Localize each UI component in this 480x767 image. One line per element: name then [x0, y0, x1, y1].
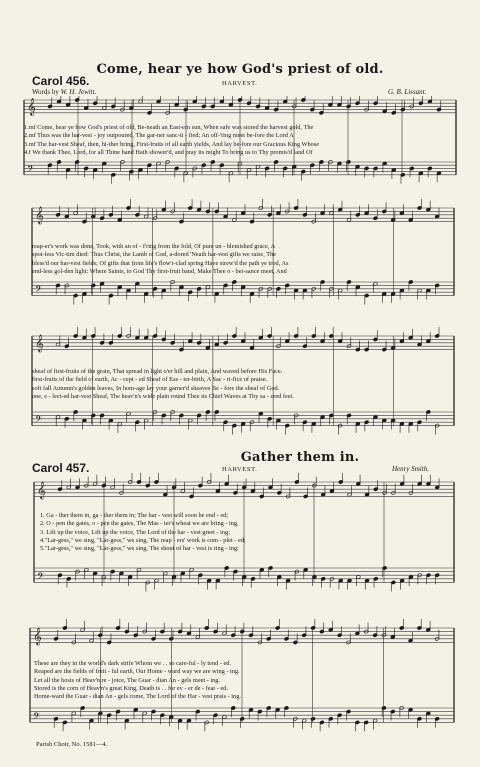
words-author: W. H. Jewitt.	[60, 88, 97, 96]
lyric-line: reap-er's work was done, Took, with an of - f'ring from the fold, Of pure un - blemished grace, A	[32, 243, 276, 250]
lyric-line: Stored is the corn of Heav'n's great King, Death is . . for ev - er de - feat - ed.	[34, 684, 228, 692]
carol-456-number: Carol 456.	[32, 74, 90, 88]
lyric-line: Home-ward the Guar - dian An - gels come, The Lord of the Har - vest prais - ing.	[34, 693, 241, 701]
bass-clef-icon: 𝄢	[35, 284, 43, 298]
lyric-line: 1.mf Come, hear ye how God's priest of old, Be-neath an East-ern sun, When safe was stored the harvest gold, The	[24, 124, 314, 131]
lyric-line: one, e - lect-ed har-vest Sheaf, The heav'n's wide plain round Thee its Chief Waves at Thy sa - cred feet.	[32, 392, 294, 400]
lyric-line: 1. Ga - ther them in, ga - ther them in; The har - vest will soon be end - ed;	[40, 512, 229, 519]
lyric-line: soft fall Autumn's golden leaves, In hom-age lay your garner'd sheaves Be - fore the sheaf of God.	[32, 384, 280, 392]
lyric-line: spot-less Vic-tim died: Thus Christ, the Lamb of God, a-dored 'Neath har-vest gifts we raise, The	[32, 251, 277, 259]
lyric-line: 5."Lar-gess," we sing, "Lar-gess," we sing, The shout of har - vest is ring - ing;	[40, 545, 239, 553]
lyric-line: Reaped are the fields of fruit - ful earth, Our Home - ward way we are wing - ing.	[34, 668, 240, 676]
words-label: Words by	[32, 88, 59, 96]
bass-clef-icon: 𝄢	[35, 414, 43, 428]
carol-457-tune-name: HARVEST.	[222, 466, 258, 473]
treble-clef-icon: 𝄞	[35, 206, 44, 225]
carol-456-title: Come, hear ye how God's priest of old.	[96, 62, 384, 77]
carol-456-system-3-lyrics	[32, 368, 454, 401]
lyric-line: These are they in the world's dark strife Whom we . . so care-ful - ly tend - ed.	[34, 660, 232, 667]
lyric-line: 4."Lar-gess," we sing, "Lar-gess," we sing, The reap - ers' work is com - plet - ed;	[40, 536, 246, 544]
footer-publisher-note: Parish Choir, No. 1581—4.	[36, 741, 108, 748]
carol-457-system-2-lyrics	[34, 660, 452, 701]
lyric-line: bless'd our har-vest fields; Of gifts that from life's flow'r-clad spring Have strew'd the path ye trod, As	[32, 259, 289, 267]
carol-457-system-1-lyrics	[40, 512, 450, 553]
bass-clef-icon: 𝄢	[37, 570, 45, 584]
lyric-line: 2.mf Thus was the har-vest - joy outpoured, The gar-ner sanc-ti - fied; An off-'ring meet be-fore the Lord A	[24, 132, 294, 140]
carol-456-system-2-lyrics	[32, 243, 454, 276]
lyric-line: 3. Lift up the voice, Lift up the voice, The Lord of the har - vest greet - ing;	[40, 528, 230, 536]
carol-457-title: Gather them in.	[240, 450, 360, 465]
lyric-line: end-less gol-den light: Where Saints, to God Thy first-fruit band, Make Thee o - bei-sance meet, And	[32, 267, 287, 275]
lyric-line: 4.f We thank Thee, Lord, for all Thine hand Hath shower'd, and pray its might To bring us to Thy promis'd land Of	[24, 148, 313, 156]
treble-clef-icon: 𝄞	[33, 626, 42, 645]
carol-456-tune-name: HARVEST.	[222, 80, 258, 87]
bass-clef-icon: 𝄢	[33, 710, 41, 724]
carol-457-number: Carol 457.	[32, 461, 90, 475]
treble-clef-icon: 𝄞	[35, 334, 44, 353]
lyric-line: first-fruits of the field of earth, Ac - cept - ed Sheaf of Eas - ter-birth, A Sac - ri-fice of praise.	[32, 376, 268, 384]
carol-456-composer: G. B. Lissant.	[388, 88, 427, 96]
lyric-line: Let all the hosts of Heav'n re - joice, The Guar - dian An - gels meet - ing.	[34, 676, 221, 684]
lyric-line: sheaf of first-fruits of the grain, That spread in light o'er hill and plain, And waved before His Face.	[32, 368, 283, 375]
carol-457-composer: Henry Smith.	[392, 465, 429, 473]
treble-clef-icon: 𝄞	[37, 480, 46, 499]
treble-clef-icon: 𝄞	[27, 97, 36, 116]
bass-clef-icon: 𝄢	[27, 163, 35, 177]
lyric-line: 2. O - pen the gates, o - pen the gates, The Mas - ter's wheat we are bring - ing,	[40, 520, 239, 528]
carol-456-system-1-lyrics	[24, 124, 456, 157]
carol-456-words-credit	[32, 88, 96, 96]
lyric-line: 3.mf The har-vest Sheaf, then, hi-ther bring, First-fruits of all earth yields, And lay be-fore our Gracious King Whose	[24, 140, 319, 148]
